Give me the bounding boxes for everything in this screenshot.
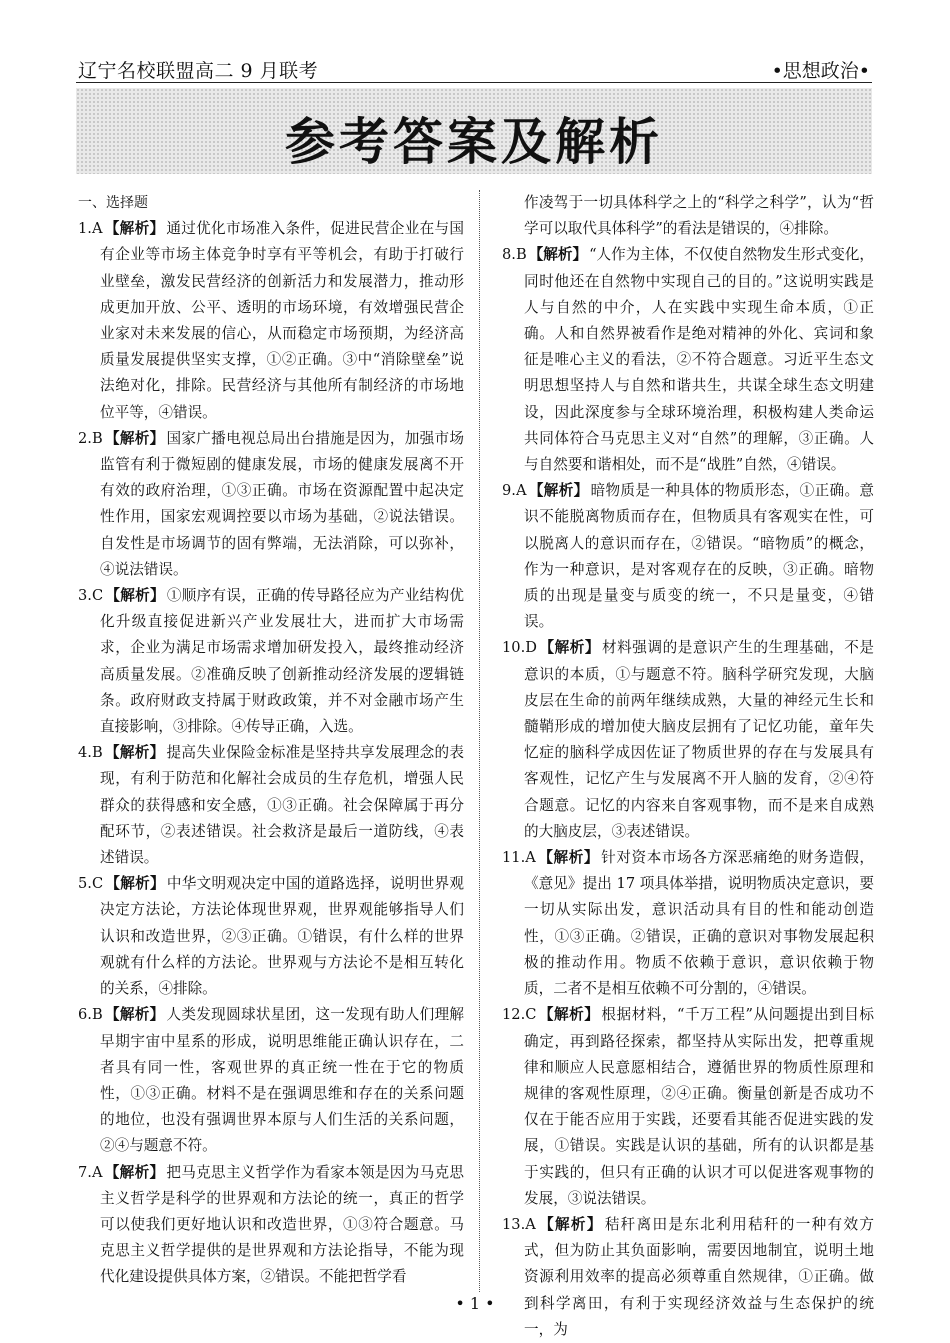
answer-item — [78, 216, 464, 426]
answer-letter: A — [525, 1215, 536, 1233]
analysis-text: 暗物质是一种具体的物质形态，①正确。意识不能脱离物质而存在，但物质具有客观实在性，可以脱离人的意识而存在，②错误。“暗物质”的概念，作为一种意识，是对客观存在的反映，③正确。暗物质的出现是量变与质变的统一，不只是量变，④错误。 — [524, 482, 874, 631]
answer-item — [78, 426, 464, 583]
analysis-text: 针对资本市场各方深恶痛绝的财务造假，《意见》提出 17 项具体举措，说明物质决定意识，要一切从实际出发，意识活动具有目的性和能动创造性，①③正确。②错误，正确的意识对事物发展起积极的推动作用。物质不依赖于意识，意识依赖于物质，二者不是相互依赖不可分割的，④错误。 — [524, 849, 874, 998]
question-number: 5. — [78, 875, 92, 893]
title-banner — [76, 88, 872, 174]
question-number: 12. — [502, 1006, 526, 1024]
answer-item — [78, 583, 464, 740]
analysis-tag: 【解析】 — [104, 1163, 165, 1181]
answer-item — [502, 1002, 874, 1212]
column-divider — [479, 190, 480, 1292]
answer-letter: C — [91, 875, 104, 893]
question-number: 13. — [502, 1215, 526, 1233]
answer-item — [502, 845, 874, 1002]
analysis-text: 中华文明观决定中国的道路选择，说明世界观决定方法论，方法论体现世界观，世界观能够指导人们认识和改造世界，②③正确。①错误，有什么样的世界观就有什么样的方法论。世界观与方法论不是相互转化的关系，④排除。 — [100, 875, 464, 998]
question-number: 8. — [502, 246, 516, 264]
analysis-text: 把马克思主义哲学作为看家本领是因为马克思主义哲学是科学的世界观和方法论的统一，真正的哲学可以使我们更好地认识和改造世界，①③符合题意。马克思主义哲学提供的是世界观和方法论指导，不能为现代化建设提供具体方案，②错误。不能把哲学看 — [100, 1163, 464, 1286]
analysis-tag: 【解析】 — [104, 220, 165, 238]
answer-item — [78, 871, 464, 1002]
question-number: 9. — [502, 482, 516, 500]
analysis-text: 材料强调的是意识产生的生理基础，不是意识的本质，①与题意不符。脑科学研究发现，大脑皮层在生命的前两年继续成熟，大量的神经元生长和髓鞘形成的增加使大脑皮层拥有了记忆功能，童年失忆症的脑科学成因佐证了物质世界的存在与发展具有客观性，记忆产生与发展离不开人脑的发育，②④符合题意。记忆的内容来自客观事物，而不是来自成熟的大脑皮层，③表述错误。 — [524, 639, 874, 840]
question-number: 2. — [78, 429, 92, 447]
analysis-tag: 【解析】 — [538, 1006, 600, 1024]
answer-letter: B — [91, 429, 103, 447]
left-column — [78, 190, 464, 1291]
exam-title: 辽宁名校联盟高二 9 月联考 — [78, 60, 319, 82]
question-number: 10. — [502, 639, 526, 657]
answer-letter: B — [515, 246, 527, 264]
answer-letter: D — [525, 639, 537, 657]
analysis-tag: 【解析】 — [104, 1006, 165, 1024]
page-number: • 1 • — [455, 1294, 495, 1313]
analysis-tag: 【解析】 — [528, 482, 589, 500]
analysis-tag: 【解析】 — [538, 639, 601, 657]
analysis-text: 国家广播电视总局出台措施是因为，加强市场监管有利于微短剧的健康发展，市场的健康发展离不开有效的政府治理，①③正确。市场在资源配置中起决定性作用，国家宏观调控要以市场为基础，②说法错误。自发性是市场调节的固有弊端，无法消除，可以弥补，④说法错误。 — [100, 429, 464, 578]
analysis-text: “人作为主体，不仅使自然物发生形式变化，同时他还在自然物中实现自己的目的。”这说明实践是人与自然的中介，人在实践中实现生命本质，①正确。人和自然界被看作是绝对精神的外化、宾词和象征是唯心主义的看法，②不符合题意。习近平生态文明思想坚持人与自然和谐共生，共谋全球生态文明建设，因此深度参与全球环境治理，积极构建人类命运共同体符合马克思主义对“自然”的理解，③正确。人与自然要和谐相处，而不是“战胜”自然，④错误。 — [524, 246, 874, 474]
question-number: 1. — [78, 220, 92, 238]
answer-item — [78, 1002, 464, 1159]
answer-item — [78, 740, 464, 871]
answer-letter: B — [91, 744, 103, 762]
analysis-text: 人类发现圆球状星团，这一发现有助人们理解早期宇宙中星系的形成，说明思维能正确认识存在，二者具有同一性，客观世界的真正统一性在于它的物质性，①③正确。材料不是在强调思维和存在的关系问题的地位，也没有强调世界本原与人们生活的关系问题，②④与题意不符。 — [100, 1006, 464, 1155]
continuation-text: 作凌驾于一切具体科学之上的“科学之科学”，认为“哲学可以取代具体科学”的看法是错误的，④排除。 — [524, 194, 874, 238]
analysis-text: 秸秆离田是东北利用秸秆的一种有效方式，但为防止其负面影响，需要因地制宜，说明土地资源利用效率的提高必须尊重自然规律，①正确。做到科学离田，有利于实现经济效益与生态保护的统一，为 — [524, 1215, 874, 1338]
analysis-tag: 【解析】 — [105, 875, 165, 893]
analysis-text: 提高失业保险金标准是坚持共享发展理念的表现，有利于防范和化解社会成员的生存危机，增强人民群众的获得感和安全感，①③正确。社会保障属于再分配环节，②表述错误。社会救济是最后一道防线，④表述错误。 — [100, 744, 464, 867]
answer-item — [502, 635, 874, 845]
answer-letter: C — [525, 1006, 537, 1024]
analysis-tag: 【解析】 — [104, 429, 165, 447]
answer-letter: B — [91, 1006, 103, 1024]
answer-letter: A — [515, 482, 527, 500]
right-column — [502, 190, 874, 1343]
analysis-tag: 【解析】 — [104, 744, 165, 762]
answer-item — [78, 1160, 464, 1291]
question-number: 11. — [502, 849, 526, 867]
answer-item — [502, 478, 874, 635]
answer-letter: A — [91, 1163, 103, 1181]
question-number: 6. — [78, 1006, 92, 1024]
right-answer-list — [502, 242, 874, 1343]
answer-letter: A — [91, 220, 103, 238]
answer-letter: C — [91, 587, 104, 605]
analysis-text: 根据材料，“千万工程”从问题提出到目标确定，再到路径探索，都坚持从实际出发，把尊重规律和顺应人民意愿相结合，遵循世界的物质性原理和规律的客观性原理，②④正确。衡量创新是否成功不仅在于能否应用于实践，还要看其能否促进实践的发展，①错误。实践是认识的基础，所有的认识都是基于实践的，但只有正确的认识才可以促进客观事物的发展，③说法错误。 — [524, 1006, 874, 1207]
analysis-tag: 【解析】 — [537, 1215, 603, 1233]
analysis-text: ①顺序有误，正确的传导路径应为产业结构优化升级直接促进新兴产业发展壮大，进而扩大市场需求，企业为满足市场需求增加研发投入，最终推动经济高质量发展。②准确反映了创新推动经济发展的逻辑链条。政府财政支持属于财政政策，并不对金融市场产生直接影响，③排除。④传导正确，入选。 — [100, 587, 464, 736]
analysis-tag: 【解析】 — [537, 849, 600, 867]
question-number: 4. — [78, 744, 92, 762]
analysis-tag: 【解析】 — [528, 246, 588, 264]
question-number: 7. — [78, 1163, 92, 1181]
page-header — [76, 52, 872, 83]
answer-letter: A — [525, 849, 536, 867]
answer-item — [502, 242, 874, 478]
analysis-tag: 【解析】 — [105, 587, 165, 605]
answer-item — [502, 1212, 874, 1343]
page-title: 参考答案及解析 — [285, 113, 663, 171]
section-title: 一、选择题 — [78, 195, 148, 211]
left-answer-list — [78, 216, 464, 1290]
subject-label: •思想政治• — [771, 60, 870, 82]
question-number: 3. — [78, 587, 92, 605]
analysis-text: 通过优化市场准入条件，促进民营企业在与国有企业等市场主体竞争时享有平等机会，有助于打破行业壁垒，激发民营经济的创新活力和发展潜力，推动形成更加开放、公平、透明的市场环境，有效增强民营企业家对未来发展的信心，从而稳定市场预期，为经济高质量发展提供坚实支撑，①②正确。③中“消除壁垒”说法绝对化，排除。民营经济与其他所有制经济的市场地位平等，④错误。 — [100, 220, 464, 421]
